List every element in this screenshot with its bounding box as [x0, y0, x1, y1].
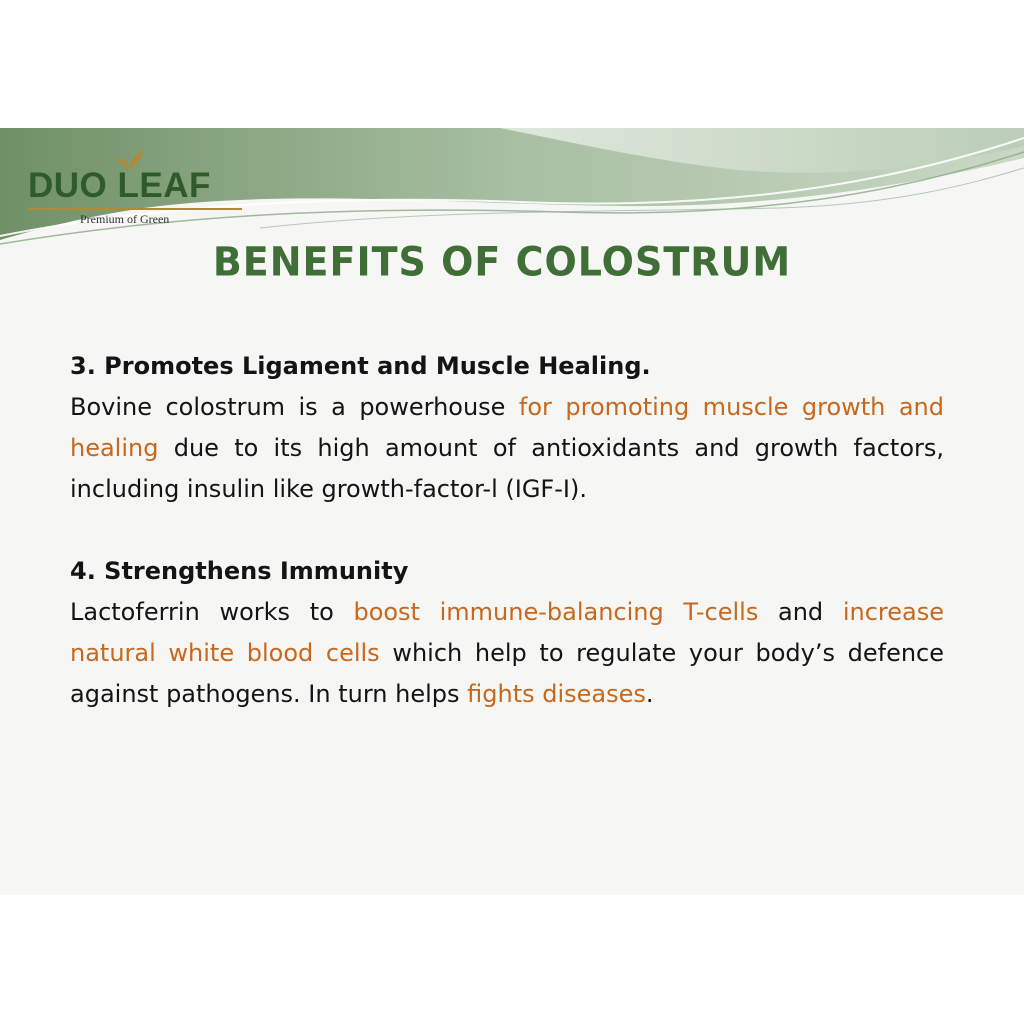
body-text: .: [645, 680, 654, 708]
leaf-icon: [111, 148, 145, 176]
content: [70, 346, 944, 715]
slide: [0, 128, 1024, 895]
logo-text: DUO LEAF: [28, 166, 211, 205]
spacer: [70, 510, 944, 551]
section-heading: 3. Promotes Ligament and Muscle Healing.: [70, 352, 651, 380]
duoleaf-logo: [28, 160, 258, 230]
highlighted-text: fights diseases: [467, 680, 646, 708]
highlighted-text: increase natural white blood cells: [70, 598, 944, 667]
highlighted-text: boost immune-balancing T-cells: [353, 598, 759, 626]
logo-tagline: Premium of Green: [80, 212, 170, 226]
highlighted-text: for promoting muscle growth and healing: [70, 393, 944, 462]
logo-underline: [28, 208, 242, 210]
page-title: BENEFITS OF COLOSTRUM: [212, 238, 792, 286]
body-text: due to its high amount of antioxidants and growth factors, including insulin like growth-factor-l (IGF-I).: [70, 434, 944, 503]
section-paragraph: [70, 387, 944, 510]
section-paragraph: [70, 592, 944, 715]
body-text: and: [758, 598, 843, 626]
body-text: Bovine colostrum is a powerhouse: [70, 393, 519, 421]
section-heading: 4. Strengthens Immunity: [70, 557, 409, 585]
body-text: which help to regulate your body’s defence against pathogens. In turn helps: [70, 639, 945, 708]
body-text: Lactoferrin works to: [70, 598, 354, 626]
